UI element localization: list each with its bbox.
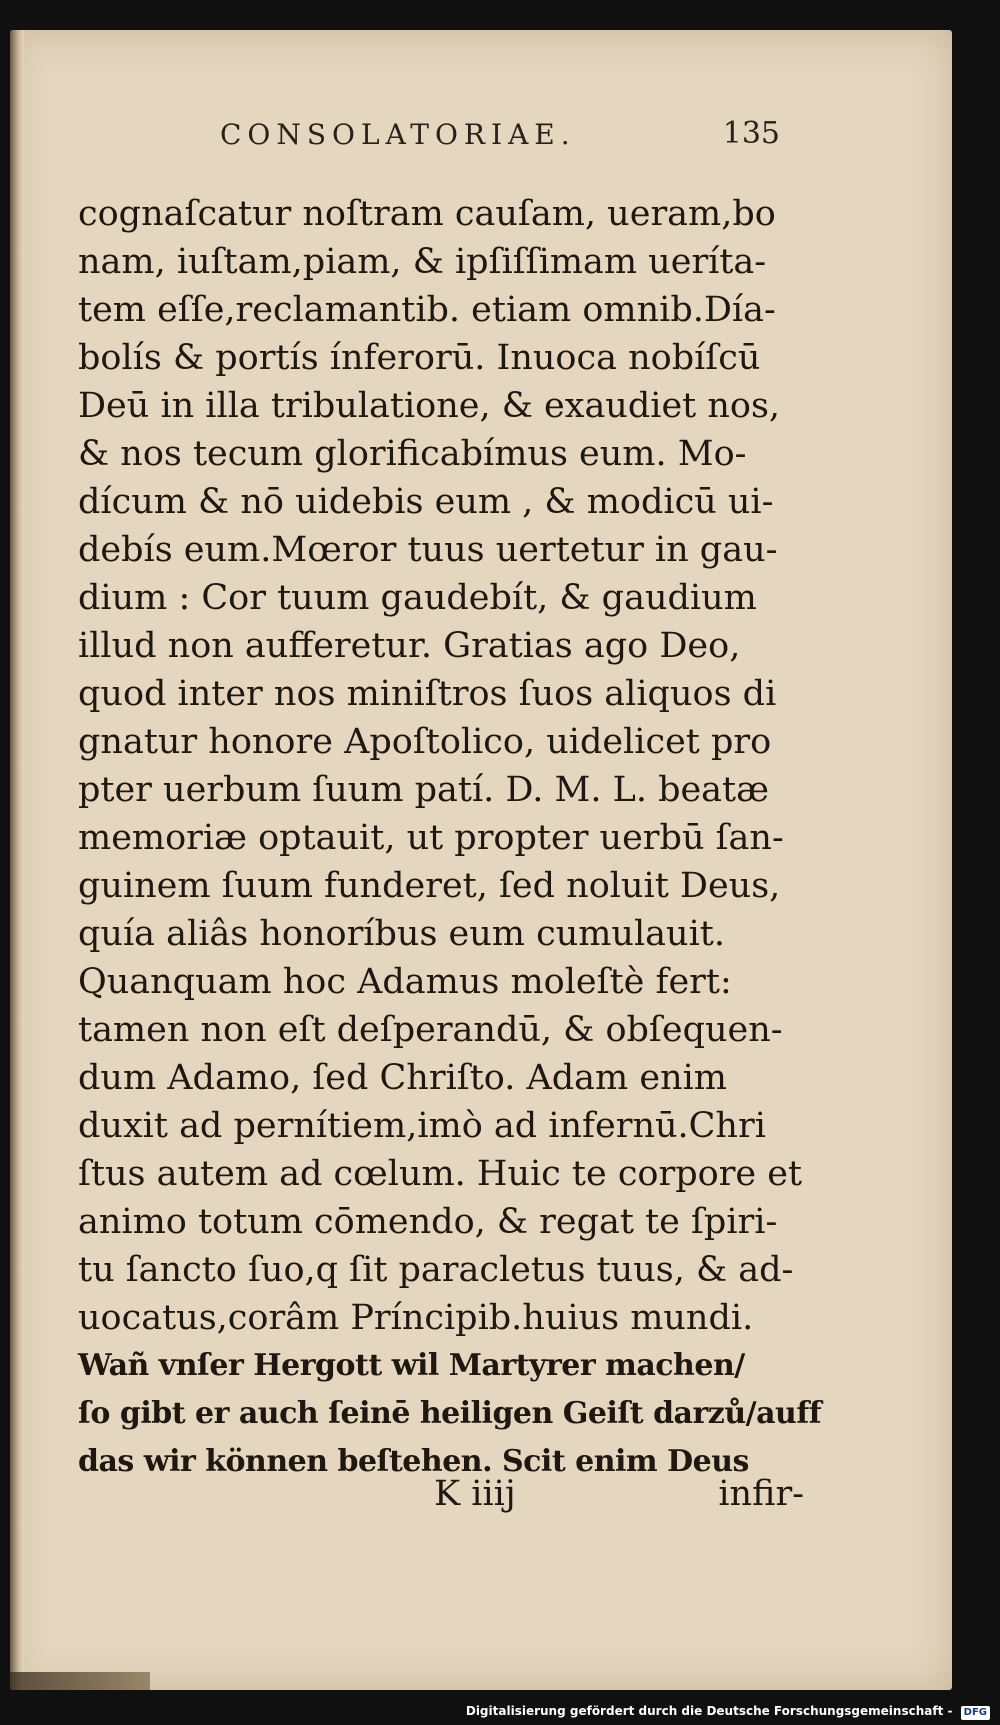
catchword: infir- <box>718 1474 804 1514</box>
text-line: dum Adamo, ſed Chriſto. Adam enim <box>78 1058 727 1098</box>
fraktur-text-line: Wañ vnſer Hergott wil Martyrer machen/ <box>78 1348 745 1383</box>
running-head: CONSOLATORIAE. <box>220 118 576 151</box>
text-line: guinem ſuum funderet, ſed noluit Deus, <box>78 866 781 906</box>
text-line: quía aliâs honoríbus eum cumulauit. <box>78 914 725 954</box>
text-line: duxit ad pernítiem,imò ad infernū.Chri <box>78 1106 766 1146</box>
text-line: memoriæ optauit, ut propter uerbū ſan- <box>78 818 784 858</box>
text-line: tem eſſe,reclamantib. etiam omnib.Día- <box>78 290 776 330</box>
text-line: debís eum.Mœror tuus uertetur in gau- <box>78 530 778 570</box>
book-page <box>10 30 952 1690</box>
text-line: cognaſcatur noſtram cauſam, ueram,bo <box>78 194 776 234</box>
body-text <box>78 190 822 1486</box>
page-bottom-shadow <box>10 1672 150 1690</box>
signature-mark: K iiij <box>434 1474 516 1514</box>
page-footer <box>78 1470 804 1518</box>
text-line: nam, iuſtam,piam, & ipſiſſimam ueríta- <box>78 242 767 282</box>
dfg-logo: DFG <box>961 1706 990 1720</box>
text-line: ſtus autem ad cœlum. Huic te corpore et <box>78 1154 803 1194</box>
text-line: pter uerbum ſuum patí. D. M. L. beatæ <box>78 770 770 810</box>
text-line: Deū in illa tribulatione, & exaudiet nos, <box>78 386 781 426</box>
text-line: tu ſancto ſuo,q ſit paracletus tuus, & ad- <box>78 1250 794 1290</box>
credit-text: Digitalisierung gefördert durch die Deutsche Forschungsgemeinschaft - <box>465 1704 953 1718</box>
page-header <box>220 112 780 162</box>
text-line: dium : Cor tuum gaudebít, & gaudium <box>78 578 757 618</box>
text-line: tamen non eſt deſperandū, & obſequen- <box>78 1010 783 1050</box>
text-line: uocatus,corâm Príncipib.huius mundi. <box>78 1298 754 1338</box>
text-line: dícum & nō uidebis eum , & modicū ui- <box>78 482 774 522</box>
page-gutter-edge <box>10 30 24 1690</box>
text-line: animo totum cōmendo, & regat te ſpiri- <box>78 1202 778 1242</box>
text-line: quod inter nos miniſtros ſuos aliquos di <box>78 674 777 714</box>
text-line: bolís & portís ínferorū. Inuoca nobíſcū <box>78 338 761 378</box>
fraktur-text-line: ſo gibt er auch ſeinē heiligen Geiſt darzů/auff <box>78 1396 822 1431</box>
digitization-credit <box>466 1704 990 1720</box>
text-line: gnatur honore Apoſtolico, uidelicet pro <box>78 722 772 762</box>
text-line: & nos tecum glorificabímus eum. Mo- <box>78 434 747 474</box>
fraktur-text-line: das wir können beſtehen. Scit enim Deus <box>78 1444 749 1479</box>
text-line: Quanquam hoc Adamus moleſtè fert: <box>78 962 732 1002</box>
page-number: 135 <box>722 116 780 151</box>
text-line: illud non aufferetur. Gratias ago Deo, <box>78 626 741 666</box>
